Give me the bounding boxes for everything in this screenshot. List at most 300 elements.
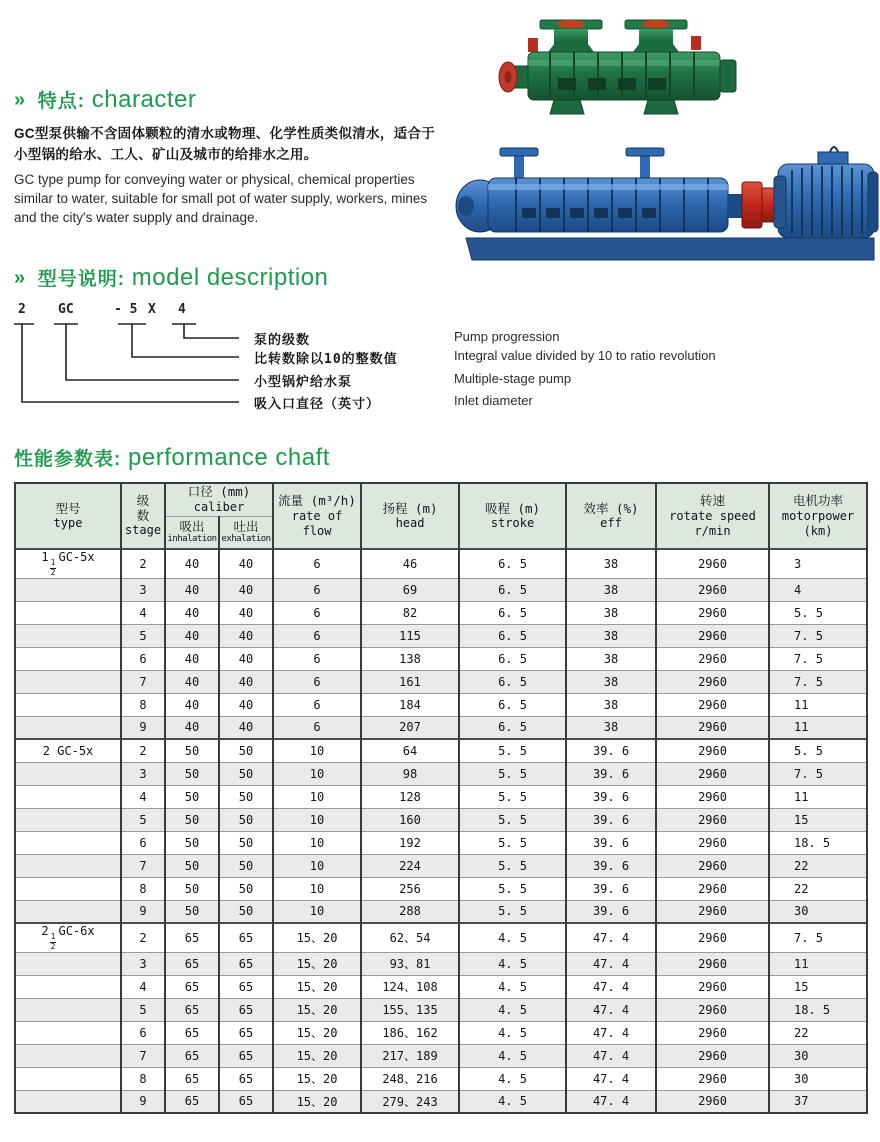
table-cell: 40 bbox=[165, 693, 219, 716]
table-cell: 15 bbox=[769, 975, 867, 998]
table-cell: 10 bbox=[273, 877, 361, 900]
table-cell: 217、189 bbox=[361, 1044, 459, 1067]
table-cell: 65 bbox=[165, 1021, 219, 1044]
table-cell: 5 bbox=[121, 624, 165, 647]
table-cell: 40 bbox=[219, 624, 273, 647]
table-row bbox=[15, 762, 867, 785]
table-cell: 65 bbox=[219, 1090, 273, 1113]
table-cell: 7. 5 bbox=[769, 923, 867, 952]
table-row bbox=[15, 975, 867, 998]
model-cell bbox=[15, 1021, 121, 1044]
table-cell: 50 bbox=[165, 831, 219, 854]
table-cell: 39. 6 bbox=[566, 739, 656, 762]
table-cell: 5. 5 bbox=[459, 854, 566, 877]
table-cell: 279、243 bbox=[361, 1090, 459, 1113]
table-cell: 8 bbox=[121, 877, 165, 900]
model-cell bbox=[15, 670, 121, 693]
table-row bbox=[15, 693, 867, 716]
col-header-inhalation: 吸出 inhalation bbox=[165, 516, 219, 549]
table-cell: 22 bbox=[769, 1021, 867, 1044]
table-cell: 2960 bbox=[656, 601, 769, 624]
table-cell: 40 bbox=[219, 693, 273, 716]
table-cell: 15 bbox=[769, 808, 867, 831]
table-cell: 5. 5 bbox=[459, 739, 566, 762]
table-cell: 9 bbox=[121, 1090, 165, 1113]
model-cell bbox=[15, 1044, 121, 1067]
table-cell: 6 bbox=[273, 693, 361, 716]
table-cell: 186、162 bbox=[361, 1021, 459, 1044]
table-cell: 7. 5 bbox=[769, 762, 867, 785]
table-cell: 5. 5 bbox=[459, 808, 566, 831]
table-row bbox=[15, 923, 867, 952]
model-cell bbox=[15, 975, 121, 998]
table-cell: 6. 5 bbox=[459, 647, 566, 670]
model-token-stages: 4 bbox=[178, 302, 186, 317]
table-cell: 7. 5 bbox=[769, 647, 867, 670]
table-cell: 98 bbox=[361, 762, 459, 785]
table-cell: 2960 bbox=[656, 762, 769, 785]
table-cell: 38 bbox=[566, 601, 656, 624]
table-cell: 30 bbox=[769, 1044, 867, 1067]
model-cell: 2 $\frac{1}{2}$ GC-6x bbox=[15, 923, 121, 952]
table-row bbox=[15, 549, 867, 578]
table-cell: 15、20 bbox=[273, 998, 361, 1021]
table-cell: 18. 5 bbox=[769, 831, 867, 854]
table-cell: 40 bbox=[219, 670, 273, 693]
diagram-label-en: Integral value divided by 10 to ratio revolution bbox=[454, 348, 716, 363]
table-cell: 40 bbox=[165, 647, 219, 670]
diagram-label-zh: 小型锅炉给水泵 bbox=[254, 375, 353, 390]
col-header-type: 型号 type bbox=[15, 483, 121, 549]
baseplate bbox=[466, 238, 874, 260]
table-cell: 3 bbox=[769, 549, 867, 578]
table-cell: 2960 bbox=[656, 670, 769, 693]
table-cell: 11 bbox=[769, 785, 867, 808]
table-cell: 65 bbox=[219, 1021, 273, 1044]
diagram-label-en: Pump progression bbox=[454, 329, 560, 344]
table-cell: 15、20 bbox=[273, 1044, 361, 1067]
table-cell: 11 bbox=[769, 693, 867, 716]
heading-model-zh: 型号说明: bbox=[37, 269, 126, 290]
diagram-label-zh: 吸入口直径（英寸） bbox=[254, 397, 381, 412]
table-cell: 5 bbox=[121, 808, 165, 831]
table-cell: 124、108 bbox=[361, 975, 459, 998]
red-valve-left bbox=[528, 38, 538, 52]
table-cell: 6 bbox=[273, 647, 361, 670]
model-token-series: GC bbox=[58, 302, 74, 317]
table-cell: 6. 5 bbox=[459, 578, 566, 601]
model-cell bbox=[15, 624, 121, 647]
table-cell: 47. 4 bbox=[566, 1021, 656, 1044]
table-cell: 5. 5 bbox=[769, 739, 867, 762]
table-cell: 65 bbox=[165, 1067, 219, 1090]
table-cell: 30 bbox=[769, 1067, 867, 1090]
table-cell: 40 bbox=[165, 624, 219, 647]
table-cell: 8 bbox=[121, 693, 165, 716]
heading-model-en: model description bbox=[131, 264, 329, 291]
table-cell: 40 bbox=[165, 670, 219, 693]
table-cell: 6 bbox=[121, 1021, 165, 1044]
table-cell: 4. 5 bbox=[459, 1067, 566, 1090]
table-cell: 47. 4 bbox=[566, 1044, 656, 1067]
table-cell: 2960 bbox=[656, 808, 769, 831]
table-cell: 39. 6 bbox=[566, 854, 656, 877]
table-cell: 15、20 bbox=[273, 1067, 361, 1090]
table-cell: 50 bbox=[165, 762, 219, 785]
section-heading-performance bbox=[14, 444, 330, 472]
performance-table-body bbox=[15, 549, 867, 1113]
table-cell: 39. 6 bbox=[566, 831, 656, 854]
table-cell: 40 bbox=[165, 716, 219, 739]
col-header-stage: 级数 stage bbox=[121, 483, 165, 549]
table-cell: 2960 bbox=[656, 624, 769, 647]
table-cell: 248、216 bbox=[361, 1067, 459, 1090]
table-cell: 40 bbox=[219, 601, 273, 624]
table-cell: 115 bbox=[361, 624, 459, 647]
table-row bbox=[15, 1021, 867, 1044]
table-cell: 5. 5 bbox=[769, 601, 867, 624]
table-cell: 2960 bbox=[656, 1090, 769, 1113]
table-cell: 50 bbox=[165, 877, 219, 900]
model-cell bbox=[15, 900, 121, 923]
model-token-ratio: - 5 bbox=[114, 302, 138, 317]
table-cell: 15、20 bbox=[273, 975, 361, 998]
pump-body bbox=[456, 148, 728, 232]
table-cell: 11 bbox=[769, 716, 867, 739]
table-cell: 5. 5 bbox=[459, 762, 566, 785]
table-cell: 4. 5 bbox=[459, 1021, 566, 1044]
table-cell: 6. 5 bbox=[459, 716, 566, 739]
table-cell: 65 bbox=[219, 975, 273, 998]
table-cell: 2960 bbox=[656, 877, 769, 900]
table-cell: 40 bbox=[219, 716, 273, 739]
model-cell bbox=[15, 716, 121, 739]
table-cell: 128 bbox=[361, 785, 459, 808]
table-cell: 2960 bbox=[656, 785, 769, 808]
table-cell: 37 bbox=[769, 1090, 867, 1113]
table-cell: 40 bbox=[165, 601, 219, 624]
chevron-icon: » bbox=[14, 267, 26, 289]
table-cell: 9 bbox=[121, 900, 165, 923]
table-cell: 2960 bbox=[656, 739, 769, 762]
model-cell bbox=[15, 578, 121, 601]
table-cell: 8 bbox=[121, 1067, 165, 1090]
table-row bbox=[15, 952, 867, 975]
table-cell: 47. 4 bbox=[566, 1090, 656, 1113]
table-cell: 47. 4 bbox=[566, 923, 656, 952]
table-cell: 39. 6 bbox=[566, 785, 656, 808]
table-cell: 7. 5 bbox=[769, 624, 867, 647]
col-header-stroke: 吸程 (m) stroke bbox=[459, 483, 566, 549]
table-cell: 224 bbox=[361, 854, 459, 877]
table-cell: 2960 bbox=[656, 1021, 769, 1044]
table-cell: 2960 bbox=[656, 831, 769, 854]
table-cell: 6 bbox=[273, 624, 361, 647]
table-cell: 18. 5 bbox=[769, 998, 867, 1021]
handwheel bbox=[499, 62, 528, 92]
table-row bbox=[15, 739, 867, 762]
character-paragraph-zh: GC型泵供输不含固体颗粒的清水或物理、化学性质类似清水，适合于小型锅的给水、工人、矿山及城市的给排水之用。 bbox=[14, 126, 436, 162]
table-cell: 38 bbox=[566, 624, 656, 647]
table-cell: 10 bbox=[273, 831, 361, 854]
table-cell: 65 bbox=[219, 998, 273, 1021]
table-cell: 3 bbox=[121, 952, 165, 975]
table-cell: 22 bbox=[769, 877, 867, 900]
table-cell: 22 bbox=[769, 854, 867, 877]
table-cell: 38 bbox=[566, 716, 656, 739]
model-cell bbox=[15, 952, 121, 975]
col-header-power: 电机功率 motorpower (km) bbox=[769, 483, 867, 549]
table-cell: 65 bbox=[165, 975, 219, 998]
table-header bbox=[15, 483, 867, 549]
table-cell: 2960 bbox=[656, 693, 769, 716]
table-cell: 4. 5 bbox=[459, 923, 566, 952]
table-cell: 40 bbox=[219, 647, 273, 670]
table-cell: 6 bbox=[273, 601, 361, 624]
table-row bbox=[15, 998, 867, 1021]
table-cell: 184 bbox=[361, 693, 459, 716]
table-cell: 62、54 bbox=[361, 923, 459, 952]
table-cell: 50 bbox=[219, 900, 273, 923]
table-row bbox=[15, 877, 867, 900]
table-row bbox=[15, 578, 867, 601]
table-cell: 2960 bbox=[656, 1067, 769, 1090]
diagram-label-zh: 比转数除以10的整数值 bbox=[254, 352, 398, 367]
table-cell: 7 bbox=[121, 1044, 165, 1067]
table-cell: 69 bbox=[361, 578, 459, 601]
heading-character-en: character bbox=[91, 86, 197, 113]
model-cell bbox=[15, 877, 121, 900]
performance-table bbox=[14, 482, 868, 1114]
table-cell: 4. 5 bbox=[459, 975, 566, 998]
model-cell bbox=[15, 601, 121, 624]
table-cell: 5. 5 bbox=[459, 900, 566, 923]
table-row bbox=[15, 808, 867, 831]
table-cell: 39. 6 bbox=[566, 877, 656, 900]
table-cell: 50 bbox=[165, 785, 219, 808]
table-cell: 6 bbox=[121, 647, 165, 670]
table-cell: 40 bbox=[219, 578, 273, 601]
table-cell: 46 bbox=[361, 549, 459, 578]
section-heading-model-description bbox=[14, 264, 328, 292]
table-cell: 82 bbox=[361, 601, 459, 624]
table-row bbox=[15, 831, 867, 854]
model-cell bbox=[15, 762, 121, 785]
table-cell: 6 bbox=[273, 549, 361, 578]
table-cell: 6. 5 bbox=[459, 549, 566, 578]
col-header-caliber: 口径 (mm) caliber bbox=[165, 483, 273, 516]
red-valve-right bbox=[691, 36, 701, 50]
model-cell: 1 $\frac{1}{2}$ GC-5x bbox=[15, 549, 121, 578]
table-cell: 6. 5 bbox=[459, 693, 566, 716]
table-cell: 4. 5 bbox=[459, 998, 566, 1021]
coupling bbox=[728, 182, 778, 228]
table-cell: 4. 5 bbox=[459, 952, 566, 975]
table-cell: 15、20 bbox=[273, 1021, 361, 1044]
table-cell: 93、81 bbox=[361, 952, 459, 975]
table-cell: 2960 bbox=[656, 952, 769, 975]
table-cell: 2 bbox=[121, 549, 165, 578]
table-cell: 2960 bbox=[656, 716, 769, 739]
table-row bbox=[15, 1067, 867, 1090]
table-cell: 65 bbox=[219, 952, 273, 975]
model-cell bbox=[15, 854, 121, 877]
table-cell: 40 bbox=[165, 549, 219, 578]
table-cell: 4 bbox=[769, 578, 867, 601]
table-cell: 4 bbox=[121, 601, 165, 624]
heading-performance-en: performance chaft bbox=[128, 444, 330, 471]
table-cell: 40 bbox=[165, 578, 219, 601]
table-row bbox=[15, 1044, 867, 1067]
table-cell: 65 bbox=[219, 1044, 273, 1067]
motor bbox=[774, 147, 878, 238]
table-cell: 64 bbox=[361, 739, 459, 762]
table-cell: 2960 bbox=[656, 923, 769, 952]
diagram-label-en: Multiple-stage pump bbox=[454, 371, 572, 386]
table-cell: 4 bbox=[121, 785, 165, 808]
table-cell: 192 bbox=[361, 831, 459, 854]
col-header-head: 扬程 (m) head bbox=[361, 483, 459, 549]
table-cell: 6 bbox=[121, 831, 165, 854]
table-cell: 5 bbox=[121, 998, 165, 1021]
table-cell: 15、20 bbox=[273, 923, 361, 952]
table-cell: 38 bbox=[566, 647, 656, 670]
table-row bbox=[15, 1090, 867, 1113]
table-row bbox=[15, 624, 867, 647]
col-header-speed: 转速 rotate speed r/min bbox=[656, 483, 769, 549]
table-cell: 39. 6 bbox=[566, 900, 656, 923]
table-cell: 47. 4 bbox=[566, 952, 656, 975]
table-cell: 7. 5 bbox=[769, 670, 867, 693]
table-cell: 50 bbox=[219, 877, 273, 900]
table-row bbox=[15, 854, 867, 877]
table-cell: 39. 6 bbox=[566, 762, 656, 785]
table-cell: 38 bbox=[566, 549, 656, 578]
table-row bbox=[15, 900, 867, 923]
table-cell: 160 bbox=[361, 808, 459, 831]
table-cell: 65 bbox=[219, 1067, 273, 1090]
table-cell: 2960 bbox=[656, 998, 769, 1021]
table-cell: 3 bbox=[121, 578, 165, 601]
table-cell: 47. 4 bbox=[566, 1067, 656, 1090]
table-cell: 2960 bbox=[656, 647, 769, 670]
table-cell: 2960 bbox=[656, 854, 769, 877]
table-cell: 2960 bbox=[656, 578, 769, 601]
table-cell: 4. 5 bbox=[459, 1090, 566, 1113]
table-cell: 6 bbox=[273, 578, 361, 601]
model-cell bbox=[15, 998, 121, 1021]
table-cell: 155、135 bbox=[361, 998, 459, 1021]
table-cell: 39. 6 bbox=[566, 808, 656, 831]
table-cell: 50 bbox=[165, 854, 219, 877]
model-cell bbox=[15, 831, 121, 854]
model-token-inlet: 2 bbox=[18, 302, 26, 317]
table-cell: 2 bbox=[121, 923, 165, 952]
table-cell: 6 bbox=[273, 670, 361, 693]
table-cell: 7 bbox=[121, 670, 165, 693]
model-cell: 2 GC-5x bbox=[15, 739, 121, 762]
model-cell bbox=[15, 1090, 121, 1113]
table-cell: 38 bbox=[566, 578, 656, 601]
table-cell: 10 bbox=[273, 785, 361, 808]
table-cell: 207 bbox=[361, 716, 459, 739]
table-cell: 50 bbox=[219, 808, 273, 831]
table-cell: 50 bbox=[219, 785, 273, 808]
model-code-diagram bbox=[14, 300, 866, 418]
table-cell: 2960 bbox=[656, 975, 769, 998]
table-cell: 15、20 bbox=[273, 1090, 361, 1113]
table-cell: 10 bbox=[273, 762, 361, 785]
pump-flange-ports bbox=[540, 20, 687, 52]
table-cell: 38 bbox=[566, 670, 656, 693]
table-cell: 3 bbox=[121, 762, 165, 785]
table-cell: 10 bbox=[273, 900, 361, 923]
green-pump-photo-image bbox=[498, 8, 750, 128]
table-cell: 38 bbox=[566, 693, 656, 716]
model-cell bbox=[15, 1067, 121, 1090]
pump-feet bbox=[550, 100, 678, 114]
pump-body bbox=[528, 52, 736, 100]
table-cell: 15、20 bbox=[273, 952, 361, 975]
col-header-flow: 流量 (m³/h) rate of flow bbox=[273, 483, 361, 549]
table-cell: 50 bbox=[219, 854, 273, 877]
heading-character-zh: 特点: bbox=[37, 91, 86, 112]
col-header-eff: 效率 (%) eff bbox=[566, 483, 656, 549]
table-cell: 50 bbox=[219, 762, 273, 785]
table-cell: 6. 5 bbox=[459, 601, 566, 624]
table-cell: 65 bbox=[165, 952, 219, 975]
table-cell: 50 bbox=[165, 808, 219, 831]
model-cell bbox=[15, 808, 121, 831]
table-cell: 288 bbox=[361, 900, 459, 923]
table-row bbox=[15, 716, 867, 739]
table-cell: 6. 5 bbox=[459, 624, 566, 647]
table-cell: 10 bbox=[273, 808, 361, 831]
table-cell: 11 bbox=[769, 952, 867, 975]
diagram-label-zh: 泵的级数 bbox=[254, 333, 311, 348]
table-cell: 65 bbox=[165, 1044, 219, 1067]
heading-performance-zh: 性能参数表: bbox=[14, 449, 122, 470]
col-header-exhalation: 吐出 exhalation bbox=[219, 516, 273, 549]
table-cell: 6. 5 bbox=[459, 670, 566, 693]
table-cell: 30 bbox=[769, 900, 867, 923]
table-cell: 4 bbox=[121, 975, 165, 998]
table-cell: 5. 5 bbox=[459, 877, 566, 900]
table-cell: 50 bbox=[219, 739, 273, 762]
pump-motor-unit-photo-image bbox=[452, 124, 880, 270]
table-cell: 5. 5 bbox=[459, 785, 566, 808]
model-cell bbox=[15, 647, 121, 670]
table-cell: 10 bbox=[273, 739, 361, 762]
table-cell: 5. 5 bbox=[459, 831, 566, 854]
chevron-icon: » bbox=[14, 89, 26, 111]
model-cell bbox=[15, 693, 121, 716]
character-paragraph-en: GC type pump for conveying water or physical, chemical properties similar to water, suitable for small pot of water supply, workers, mines and the city's water supply and drainage. bbox=[14, 172, 428, 226]
diagram-connector-lines bbox=[14, 300, 866, 418]
table-cell: 2960 bbox=[656, 1044, 769, 1067]
table-cell: 161 bbox=[361, 670, 459, 693]
table-cell: 4. 5 bbox=[459, 1044, 566, 1067]
table-row bbox=[15, 647, 867, 670]
table-row bbox=[15, 670, 867, 693]
table-cell: 10 bbox=[273, 854, 361, 877]
table-cell: 2960 bbox=[656, 549, 769, 578]
table-cell: 50 bbox=[165, 739, 219, 762]
table-cell: 138 bbox=[361, 647, 459, 670]
table-cell: 2 bbox=[121, 739, 165, 762]
table-cell: 6 bbox=[273, 716, 361, 739]
table-cell: 47. 4 bbox=[566, 975, 656, 998]
